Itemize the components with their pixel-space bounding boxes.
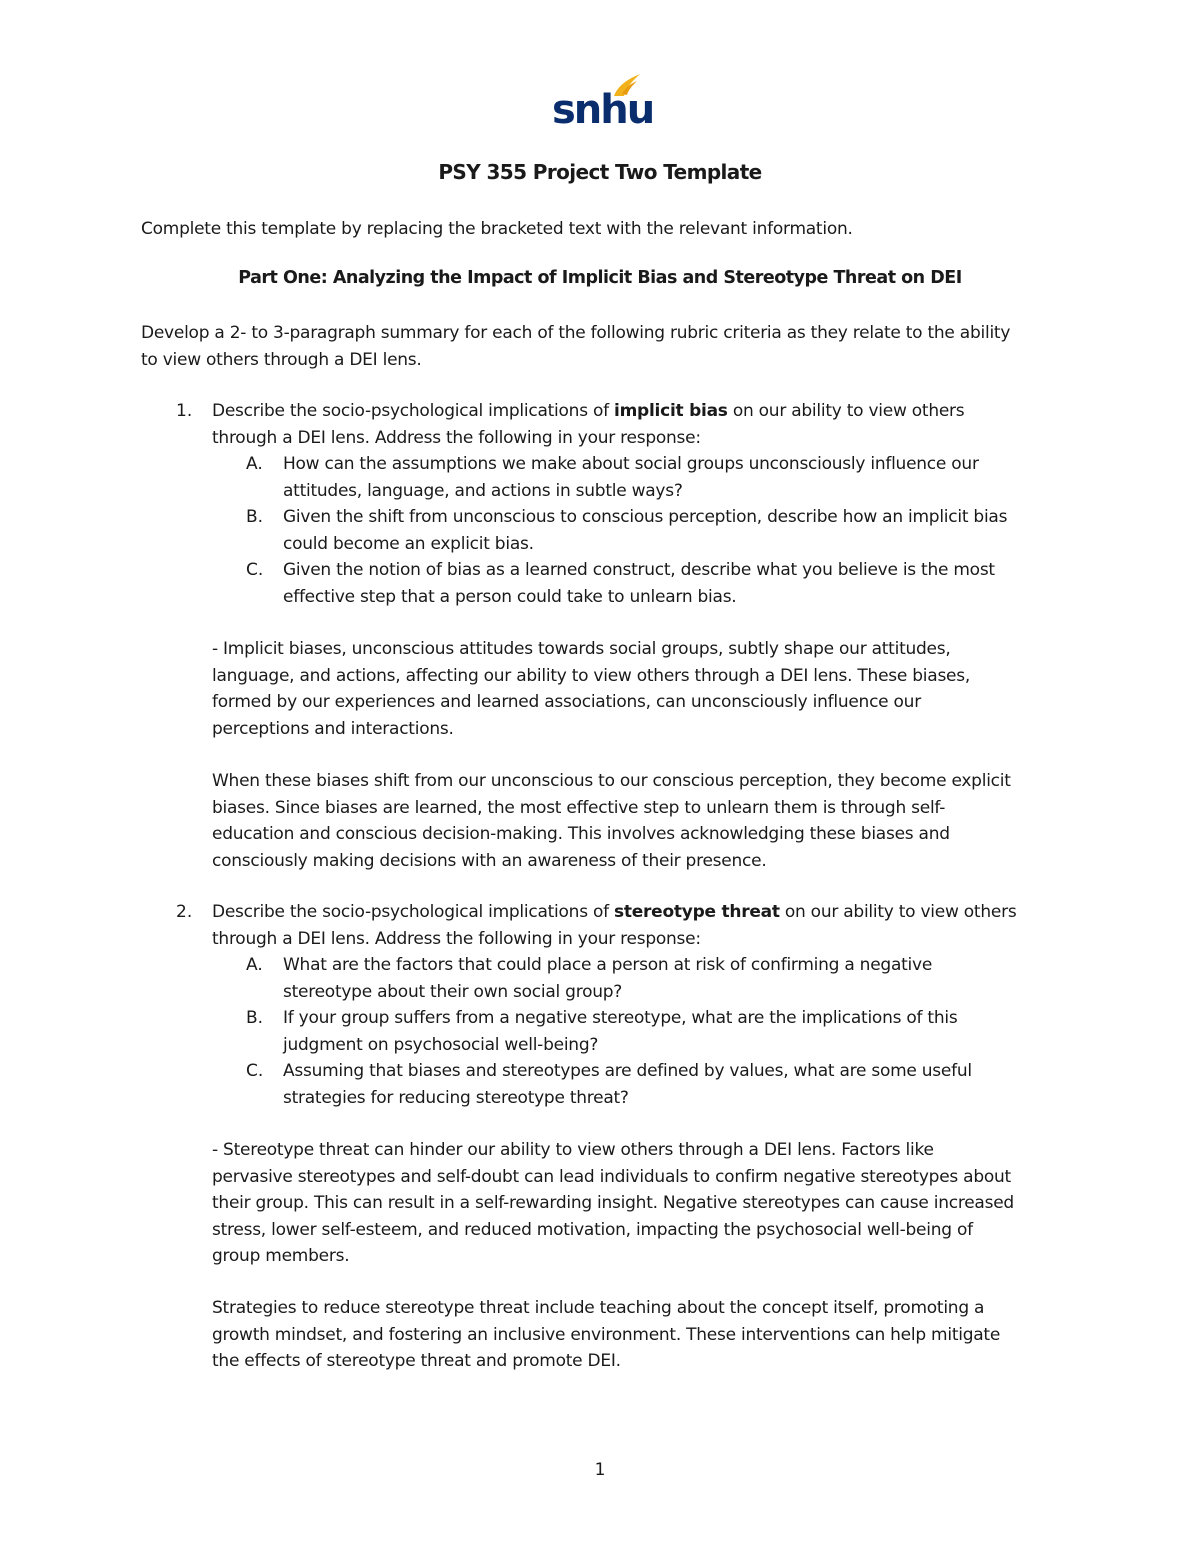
answer-line: language, and actions, affecting our ability to view others through a DEI lens. These biases,: [212, 665, 971, 686]
sub-line: stereotype about their own social group?: [283, 981, 623, 1002]
intro-line: to view others through a DEI lens.: [141, 349, 422, 370]
prompt-line: through a DEI lens. Address the following in your response:: [212, 928, 701, 949]
prompt-text: Describe the socio-psychological implications of: [212, 401, 615, 421]
prompt-text: Describe the socio-psychological implications of: [212, 902, 615, 922]
sub-line: could become an explicit bias.: [283, 533, 534, 554]
answer-line: pervasive stereotypes and self-doubt can lead individuals to confirm negative stereotypes about: [212, 1166, 1011, 1187]
instructions: Complete this template by replacing the bracketed text with the relevant information.: [141, 219, 853, 239]
answer-line: biases. Since biases are learned, the most effective step to unlearn them is through self-: [212, 797, 946, 818]
answer-paragraph: [212, 1137, 1014, 1270]
item-prompt: [212, 899, 1016, 952]
answer-line: When these biases shift from our unconscious to our conscious perception, they become explicit: [212, 771, 1011, 791]
sub-line: effective step that a person could take to unlearn bias.: [283, 586, 737, 607]
sub-line: attitudes, language, and actions in subtle ways?: [283, 480, 683, 501]
sub-letter: C.: [246, 1061, 264, 1081]
part-heading: Part One: Analyzing the Impact of Implicit Bias and Stereotype Threat on DEI: [238, 268, 962, 288]
sub-line: strategies for reducing stereotype threat?: [283, 1087, 629, 1108]
answer-line: perceptions and interactions.: [212, 718, 454, 739]
answer-line: Strategies to reduce stereotype threat include teaching about the concept itself, promoting a: [212, 1298, 985, 1318]
sub-question: [283, 451, 979, 504]
answer-line: the effects of stereotype threat and promote DEI.: [212, 1351, 621, 1371]
item-prompt: [212, 398, 964, 451]
sub-line: Assuming that biases and stereotypes are defined by values, what are some useful: [283, 1061, 972, 1081]
answer-line: formed by our experiences and learned associations, can unconsciously influence our: [212, 692, 921, 712]
prompt-term: implicit bias: [614, 401, 728, 421]
sub-letter: B.: [246, 507, 264, 527]
answer-line: consciously making decisions with an awareness of their presence.: [212, 850, 767, 871]
sub-line: Given the notion of bias as a learned construct, describe what you believe is the most: [283, 560, 995, 580]
prompt-text: on our ability to view others: [727, 401, 965, 421]
sub-question: [283, 1005, 957, 1058]
sub-question: [283, 952, 932, 1005]
answer-line: group members.: [212, 1246, 350, 1266]
sub-letter: A.: [246, 454, 263, 474]
sub-question: [283, 557, 995, 610]
prompt-term: stereotype threat: [614, 902, 780, 922]
answer-paragraph: [212, 636, 970, 742]
document-title: PSY 355 Project Two Template: [438, 160, 762, 184]
item-number: 2.: [176, 902, 193, 922]
sub-line: judgment on psychosocial well-being?: [283, 1034, 599, 1055]
prompt-text: on our ability to view others: [779, 902, 1017, 922]
answer-line: their group. This can result in a self-rewarding insight. Negative stereotypes can cause increased: [212, 1193, 1014, 1213]
intro-line: Develop a 2- to 3-paragraph summary for each of the following rubric criteria as they relate to the ability: [141, 323, 1011, 343]
sub-line: If your group suffers from a negative stereotype, what are the implications of this: [283, 1008, 958, 1028]
answer-line: - Implicit biases, unconscious attitudes towards social groups, subtly shape our attitudes,: [212, 639, 951, 659]
prompt-line: through a DEI lens. Address the following in your response:: [212, 427, 701, 448]
intro-paragraph: [141, 320, 1010, 373]
answer-line: stress, lower self-esteem, and reduced motivation, impacting the psychosocial well-being of: [212, 1219, 973, 1240]
item-number: 1.: [176, 401, 193, 421]
snhu-logo: [552, 72, 654, 134]
page-number: 1: [594, 1460, 606, 1480]
sub-question: [283, 504, 1007, 557]
answer-line: growth mindset, and fostering an inclusive environment. These interventions can help mitigate: [212, 1324, 1001, 1345]
sub-line: What are the factors that could place a person at risk of confirming a negative: [283, 955, 933, 975]
answer-line: - Stereotype threat can hinder our ability to view others through a DEI lens. Factors like: [212, 1140, 934, 1160]
sub-question: [283, 1058, 972, 1111]
answer-paragraph: [212, 768, 1011, 874]
answer-line: education and conscious decision-making. This involves acknowledging these biases and: [212, 824, 950, 844]
answer-paragraph: [212, 1295, 1000, 1375]
sub-letter: B.: [246, 1008, 264, 1028]
sub-line: How can the assumptions we make about social groups unconsciously influence our: [283, 454, 979, 474]
logo-wordmark: snhu: [552, 87, 654, 133]
sub-letter: C.: [246, 560, 264, 580]
sub-line: Given the shift from unconscious to conscious perception, describe how an implicit bias: [283, 507, 1008, 527]
sub-letter: A.: [246, 955, 263, 975]
